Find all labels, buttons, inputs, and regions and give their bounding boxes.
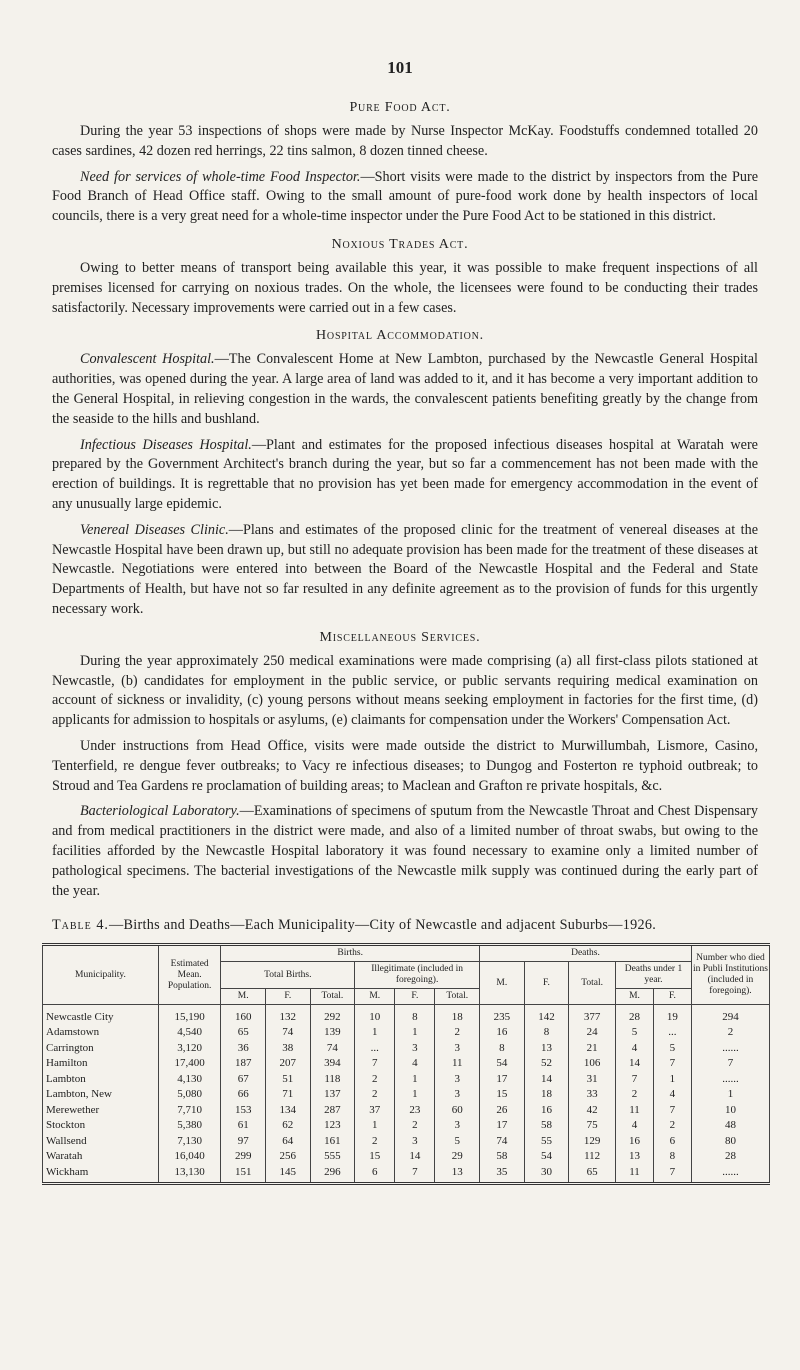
- value-cell-it: 3: [435, 1118, 480, 1134]
- table-row: [43, 1025, 770, 1041]
- value-cell-im: 37: [355, 1102, 395, 1118]
- value-cell-dt: 42: [569, 1102, 616, 1118]
- value-cell-bt: 139: [310, 1025, 355, 1041]
- value-cell-uf: 7: [653, 1102, 691, 1118]
- table-row: [43, 1056, 770, 1072]
- value-cell-pub: 10: [691, 1102, 769, 1118]
- value-cell-um: 11: [616, 1164, 654, 1183]
- col-header-deaths-m: M.: [480, 962, 525, 1005]
- value-cell-bt: 161: [310, 1133, 355, 1149]
- value-cell-it: 3: [435, 1071, 480, 1087]
- misc-paragraph-1: During the year approximately 250 medical examinations were made comprising (a) all first-class pilots stationed at Newcastle, (b) candidates for employment in the public service, or public servants requiring medical examination on account of sickness or invalidity, (c) young persons without means seeking employment in factories for the first time, (d) applicants for admission to hospitals or asylums, (e) claimants for compensation under the Workers' Compensation Act.: [52, 652, 758, 729]
- value-cell-df: 16: [524, 1102, 569, 1118]
- value-cell-dm: 235: [480, 1005, 525, 1025]
- value-cell-bm: 66: [221, 1087, 266, 1103]
- value-cell-bf: 62: [265, 1118, 310, 1134]
- value-cell-bt: 118: [310, 1071, 355, 1087]
- value-cell-dt: 112: [569, 1149, 616, 1165]
- value-cell-dm: 26: [480, 1102, 525, 1118]
- misc-paragraph-2: Under instructions from Head Office, visits were made outside the district to Murwillumbah, Lismore, Casino, Tenterfield, re dengue fever outbreaks; to Vacy re infectious diseases; to Dungog and Fosterton re typhoid outbreak; to Stroud and Tea Gardens re proclamation of building areas; to Maclean and Grafton re private hospitals, &c.: [52, 737, 758, 794]
- value-cell-if: 8: [395, 1005, 435, 1025]
- table-caption: Table 4.—Births and Deaths—Each Municipality—City of Newcastle and adjacent Suburbs—1926.: [52, 917, 657, 933]
- value-cell-df: 55: [524, 1133, 569, 1149]
- table-row: [43, 1087, 770, 1103]
- value-cell-bt: 123: [310, 1118, 355, 1134]
- value-cell-im: 2: [355, 1071, 395, 1087]
- value-cell-bf: 71: [265, 1087, 310, 1103]
- value-cell-it: 3: [435, 1087, 480, 1103]
- value-cell-df: 142: [524, 1005, 569, 1025]
- value-cell-bt: 555: [310, 1149, 355, 1165]
- hospital-paragraph-1: Convalescent Hospital.—The Convalescent Home at New Lambton, purchased by the Newcastle General Hospital authorities, was opened during the year. A large area of land was added to it, and it has become a very important addition to the General Hospital, in relieving congestion in the wards, the convalescent patients benefiting greatly by the change from the seaside to the hills and bushland.: [52, 351, 758, 427]
- value-cell-bm: 61: [221, 1118, 266, 1134]
- col-header-births-m: M.: [221, 989, 266, 1005]
- col-header-municipality: Municipality.: [43, 945, 159, 1005]
- col-header-deaths: Deaths.: [480, 945, 692, 962]
- value-cell-bm: 36: [221, 1040, 266, 1056]
- value-cell-df: 58: [524, 1118, 569, 1134]
- col-header-births-total: Total.: [310, 989, 355, 1005]
- value-cell-pub: ......: [691, 1071, 769, 1087]
- value-cell-pub: 2: [691, 1025, 769, 1041]
- value-cell-uf: 1: [653, 1071, 691, 1087]
- value-cell-df: 30: [524, 1164, 569, 1183]
- value-cell-if: 14: [395, 1149, 435, 1165]
- value-cell-if: 3: [395, 1040, 435, 1056]
- value-cell-df: 54: [524, 1149, 569, 1165]
- value-cell-pop: 4,540: [158, 1025, 220, 1041]
- value-cell-im: 10: [355, 1005, 395, 1025]
- value-cell-uf: 7: [653, 1056, 691, 1072]
- value-cell-dt: 106: [569, 1056, 616, 1072]
- value-cell-um: 11: [616, 1102, 654, 1118]
- value-cell-bt: 137: [310, 1087, 355, 1103]
- value-cell-dt: 21: [569, 1040, 616, 1056]
- value-cell-dm: 17: [480, 1118, 525, 1134]
- col-header-under-f: F.: [653, 989, 691, 1005]
- value-cell-dt: 31: [569, 1071, 616, 1087]
- col-header-deaths-f: F.: [524, 962, 569, 1005]
- value-cell-dt: 129: [569, 1133, 616, 1149]
- page-number: 101: [387, 58, 413, 77]
- value-cell-if: 7: [395, 1164, 435, 1183]
- value-cell-df: 13: [524, 1040, 569, 1056]
- value-cell-bm: 67: [221, 1071, 266, 1087]
- table-row: [43, 1118, 770, 1134]
- value-cell-bt: 394: [310, 1056, 355, 1072]
- table-row: [43, 1133, 770, 1149]
- value-cell-dm: 15: [480, 1087, 525, 1103]
- value-cell-dt: 24: [569, 1025, 616, 1041]
- municipality-cell: Hamilton: [43, 1056, 159, 1072]
- value-cell-um: 4: [616, 1040, 654, 1056]
- value-cell-pop: 15,190: [158, 1005, 220, 1025]
- value-cell-pop: 13,130: [158, 1164, 220, 1183]
- table-row: [43, 1005, 770, 1025]
- value-cell-bm: 153: [221, 1102, 266, 1118]
- table-body: [43, 1005, 770, 1184]
- value-cell-bt: 74: [310, 1040, 355, 1056]
- value-cell-bm: 65: [221, 1025, 266, 1041]
- col-header-illeg-m: M.: [355, 989, 395, 1005]
- value-cell-if: 23: [395, 1102, 435, 1118]
- value-cell-um: 4: [616, 1118, 654, 1134]
- hospital-paragraph-2: Infectious Diseases Hospital.—Plant and estimates for the proposed infectious diseases hospital at Waratah were prepared by the Government Architect's branch during the year, but so far a commencement has not been made with the erection of buildings. It is regrettable that no provision has yet been made for emergency accommodation in the event of any unusually large epidemic.: [52, 436, 758, 512]
- value-cell-uf: ...: [653, 1025, 691, 1041]
- value-cell-um: 7: [616, 1071, 654, 1087]
- value-cell-pop: 7,130: [158, 1133, 220, 1149]
- municipality-cell: Merewether: [43, 1102, 159, 1118]
- value-cell-if: 2: [395, 1118, 435, 1134]
- value-cell-im: 7: [355, 1056, 395, 1072]
- value-cell-uf: 8: [653, 1149, 691, 1165]
- births-deaths-table: [42, 943, 770, 1185]
- col-header-under-m: M.: [616, 989, 654, 1005]
- value-cell-if: 1: [395, 1087, 435, 1103]
- value-cell-bt: 292: [310, 1005, 355, 1025]
- value-cell-dm: 35: [480, 1164, 525, 1183]
- table-row: [43, 1071, 770, 1087]
- value-cell-if: 4: [395, 1056, 435, 1072]
- col-header-births: Births.: [221, 945, 480, 962]
- value-cell-uf: 7: [653, 1164, 691, 1183]
- value-cell-bf: 74: [265, 1025, 310, 1041]
- value-cell-if: 1: [395, 1025, 435, 1041]
- value-cell-if: 3: [395, 1133, 435, 1149]
- col-header-public-institutions: Number who died in Publi Institutions (included in foregoing).: [691, 945, 769, 1005]
- value-cell-uf: 19: [653, 1005, 691, 1025]
- value-cell-im: 2: [355, 1087, 395, 1103]
- heading-noxious-trades: Noxious Trades Act.: [331, 236, 469, 252]
- value-cell-bf: 145: [265, 1164, 310, 1183]
- value-cell-uf: 5: [653, 1040, 691, 1056]
- municipality-cell: Lambton: [43, 1071, 159, 1087]
- value-cell-dm: 16: [480, 1025, 525, 1041]
- value-cell-pub: 1: [691, 1087, 769, 1103]
- pure-food-paragraph-1: During the year 53 inspections of shops were made by Nurse Inspector McKay. Foodstuffs condemned totalled 20 cases sardines, 42 dozen red herrings, 22 tins salmon, 8 dozen tinned cheese.: [52, 123, 758, 159]
- value-cell-pop: 5,080: [158, 1087, 220, 1103]
- value-cell-pop: 5,380: [158, 1118, 220, 1134]
- value-cell-pub: 28: [691, 1149, 769, 1165]
- municipality-cell: Wallsend: [43, 1133, 159, 1149]
- value-cell-bf: 256: [265, 1149, 310, 1165]
- col-header-illegitimate: Illegitimate (included in foregoing).: [355, 962, 480, 989]
- value-cell-pop: 7,710: [158, 1102, 220, 1118]
- value-cell-im: 15: [355, 1149, 395, 1165]
- value-cell-uf: 6: [653, 1133, 691, 1149]
- value-cell-df: 14: [524, 1071, 569, 1087]
- table-row: [43, 1164, 770, 1183]
- table-row: [43, 1149, 770, 1165]
- value-cell-pop: 16,040: [158, 1149, 220, 1165]
- value-cell-it: 5: [435, 1133, 480, 1149]
- hospital-paragraph-3: Venereal Diseases Clinic.—Plans and estimates of the proposed clinic for the treatment of venereal diseases at the Newcastle Hospital have been drawn up, but still no adequate provision has been made for the treatment of these diseases at Newcastle. Negotiations were entered into between the Board of the Newcastle Hospital and the Federal and State Departments of Health, but have not so far resulted in any definite agreement as to the provision of funds for this urgently necessary work.: [52, 521, 758, 617]
- value-cell-dm: 17: [480, 1071, 525, 1087]
- heading-hospital-accommodation: Hospital Accommodation.: [316, 328, 484, 344]
- value-cell-pub: 48: [691, 1118, 769, 1134]
- value-cell-bm: 299: [221, 1149, 266, 1165]
- col-header-population: Estimated Mean. Population.: [158, 945, 220, 1005]
- value-cell-bf: 132: [265, 1005, 310, 1025]
- value-cell-df: 8: [524, 1025, 569, 1041]
- value-cell-dt: 377: [569, 1005, 616, 1025]
- value-cell-um: 28: [616, 1005, 654, 1025]
- value-cell-im: 6: [355, 1164, 395, 1183]
- table-row: [43, 1040, 770, 1056]
- value-cell-im: 1: [355, 1118, 395, 1134]
- value-cell-df: 52: [524, 1056, 569, 1072]
- value-cell-it: 18: [435, 1005, 480, 1025]
- value-cell-im: 1: [355, 1025, 395, 1041]
- value-cell-bm: 151: [221, 1164, 266, 1183]
- value-cell-um: 13: [616, 1149, 654, 1165]
- col-header-deaths-under-1: Deaths under 1 year.: [616, 962, 692, 989]
- value-cell-im: ...: [355, 1040, 395, 1056]
- value-cell-it: 2: [435, 1025, 480, 1041]
- col-header-illeg-total: Total.: [435, 989, 480, 1005]
- value-cell-it: 60: [435, 1102, 480, 1118]
- value-cell-dm: 58: [480, 1149, 525, 1165]
- value-cell-it: 3: [435, 1040, 480, 1056]
- noxious-paragraph-1: Owing to better means of transport being available this year, it was possible to make frequent inspections of all premises licensed for carrying on noxious trades. On the whole, the licensees were found to be conducting their trades satisfactorily. Necessary improvements were carried out in a few cases.: [52, 259, 758, 316]
- value-cell-it: 13: [435, 1164, 480, 1183]
- value-cell-um: 16: [616, 1133, 654, 1149]
- value-cell-bm: 160: [221, 1005, 266, 1025]
- col-header-deaths-total: Total.: [569, 962, 616, 1005]
- municipality-cell: Newcastle City: [43, 1005, 159, 1025]
- value-cell-dt: 33: [569, 1087, 616, 1103]
- value-cell-um: 5: [616, 1025, 654, 1041]
- heading-miscellaneous-services: Miscellaneous Services.: [319, 629, 481, 645]
- value-cell-bt: 296: [310, 1164, 355, 1183]
- misc-paragraph-3: Bacteriological Laboratory.—Examinations of specimens of sputum from the Newcastle Throat and Chest Dispensary and from medical practitioners in the district were made, and also of a limited number of throat swabs, but owing to the facilities afforded by the Newcastle Hospital laboratory it was found necessary to examine only a limited number of pathological specimens. The bacterial investigations of the Newcastle milk supply was continued during the early part of the year.: [52, 803, 758, 899]
- value-cell-bf: 38: [265, 1040, 310, 1056]
- value-cell-dm: 8: [480, 1040, 525, 1056]
- value-cell-df: 18: [524, 1087, 569, 1103]
- heading-pure-food: Pure Food Act.: [349, 100, 451, 115]
- value-cell-it: 11: [435, 1056, 480, 1072]
- col-header-illeg-f: F.: [395, 989, 435, 1005]
- value-cell-dm: 54: [480, 1056, 525, 1072]
- municipality-cell: Adamstown: [43, 1025, 159, 1041]
- municipality-cell: Waratah: [43, 1149, 159, 1165]
- value-cell-pop: 17,400: [158, 1056, 220, 1072]
- value-cell-if: 1: [395, 1071, 435, 1087]
- pure-food-paragraph-2: Need for services of whole-time Food Inspector.—Short visits were made to the district by inspectors from the Pure Food Branch of Head Office staff. Owing to the small amount of pure-food work done by health inspectors of local councils, there is a very great need for a whole-time inspector under the Pure Food Act to be stationed in this district.: [52, 168, 758, 225]
- value-cell-bf: 134: [265, 1102, 310, 1118]
- value-cell-it: 29: [435, 1149, 480, 1165]
- value-cell-um: 14: [616, 1056, 654, 1072]
- municipality-cell: Carrington: [43, 1040, 159, 1056]
- value-cell-uf: 2: [653, 1118, 691, 1134]
- value-cell-dt: 75: [569, 1118, 616, 1134]
- value-cell-bf: 64: [265, 1133, 310, 1149]
- municipality-cell: Wickham: [43, 1164, 159, 1183]
- value-cell-pub: ......: [691, 1164, 769, 1183]
- value-cell-um: 2: [616, 1087, 654, 1103]
- value-cell-bm: 97: [221, 1133, 266, 1149]
- col-header-total-births: Total Births.: [221, 962, 355, 989]
- text-flow: [0, 90, 800, 907]
- value-cell-bt: 287: [310, 1102, 355, 1118]
- table-row: [43, 1102, 770, 1118]
- value-cell-im: 2: [355, 1133, 395, 1149]
- value-cell-pop: 4,130: [158, 1071, 220, 1087]
- value-cell-pop: 3,120: [158, 1040, 220, 1056]
- col-header-births-f: F.: [265, 989, 310, 1005]
- value-cell-bf: 207: [265, 1056, 310, 1072]
- value-cell-dm: 74: [480, 1133, 525, 1149]
- value-cell-bf: 51: [265, 1071, 310, 1087]
- value-cell-dt: 65: [569, 1164, 616, 1183]
- value-cell-pub: 80: [691, 1133, 769, 1149]
- value-cell-pub: ......: [691, 1040, 769, 1056]
- value-cell-pub: 294: [691, 1005, 769, 1025]
- value-cell-pub: 7: [691, 1056, 769, 1072]
- value-cell-bm: 187: [221, 1056, 266, 1072]
- municipality-cell: Stockton: [43, 1118, 159, 1134]
- municipality-cell: Lambton, New: [43, 1087, 159, 1103]
- value-cell-uf: 4: [653, 1087, 691, 1103]
